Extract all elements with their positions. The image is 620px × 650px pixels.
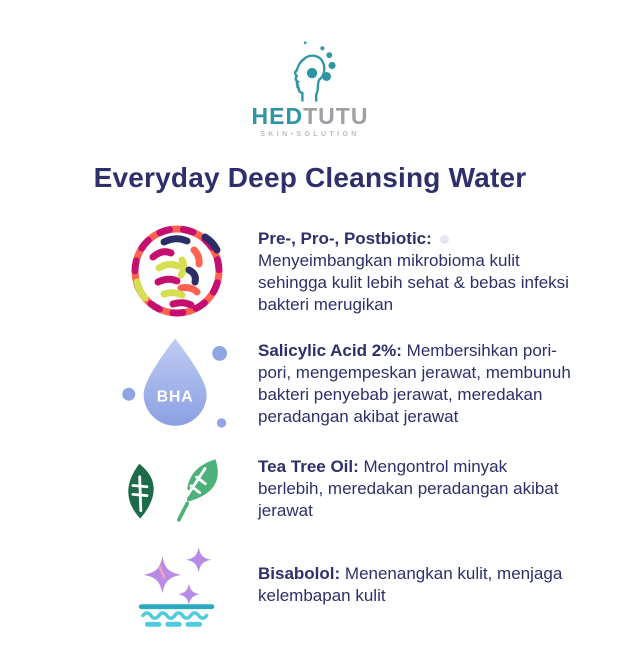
feature-row-tea-tree-oil: [118, 449, 620, 529]
feature-row-salicylic-acid: [118, 333, 620, 435]
feature-text: [258, 228, 576, 316]
feature-body: Membersihkan pori-pori, mengempeskan jerawat, membunuh bakteri penyebab jerawat, meredakan peradangan akibat jerawat: [258, 341, 571, 427]
brand-name-primary: HED: [251, 103, 304, 129]
brand-tagline: SKIN•SOLUTION: [260, 131, 360, 139]
bha-water-drop-icon: [121, 333, 233, 435]
feature-text: [258, 563, 576, 607]
feature-heading: Bisabolol:: [258, 564, 341, 584]
feature-body: Mengontrol minyak berlebih, meredakan peradangan akibat jerawat: [258, 457, 559, 521]
feature-list: [0, 224, 620, 627]
feature-heading: Salicylic Acid 2%:: [258, 341, 402, 361]
sparkles-water-icon: [125, 543, 229, 627]
bha-badge-label: BHA: [156, 388, 194, 406]
decorative-dot: [440, 235, 449, 244]
feature-body: Menyeimbangkan mikrobioma kulit sehingga kulit lebih sehat & bebas infeksi bakteri merugikan: [258, 250, 569, 314]
icon-box: [118, 224, 236, 319]
feature-heading: Tea Tree Oil:: [258, 457, 359, 477]
icon-box: [118, 543, 236, 627]
feature-heading: Pre-, Pro-, Postbiotic:: [258, 228, 432, 248]
brand-name-secondary: TUTU: [303, 103, 369, 129]
feature-body: Menenangkan kulit, menjaga kelembapan kulit: [258, 564, 563, 606]
feature-row-probiotic: [118, 224, 620, 319]
microbiome-bacteria-icon: [130, 224, 225, 319]
brand-header: [0, 0, 620, 138]
feature-text: [258, 456, 576, 522]
page-title: Everyday Deep Cleansing Water: [93, 162, 527, 194]
brand-name: [0, 104, 620, 128]
tea-tree-leaves-icon: [125, 449, 229, 529]
icon-box: [118, 449, 236, 529]
feature-row-bisabolol: [118, 543, 620, 627]
feature-text: [258, 340, 576, 428]
head-profile-with-dots-icon: [255, 40, 365, 102]
icon-box: [118, 333, 236, 435]
